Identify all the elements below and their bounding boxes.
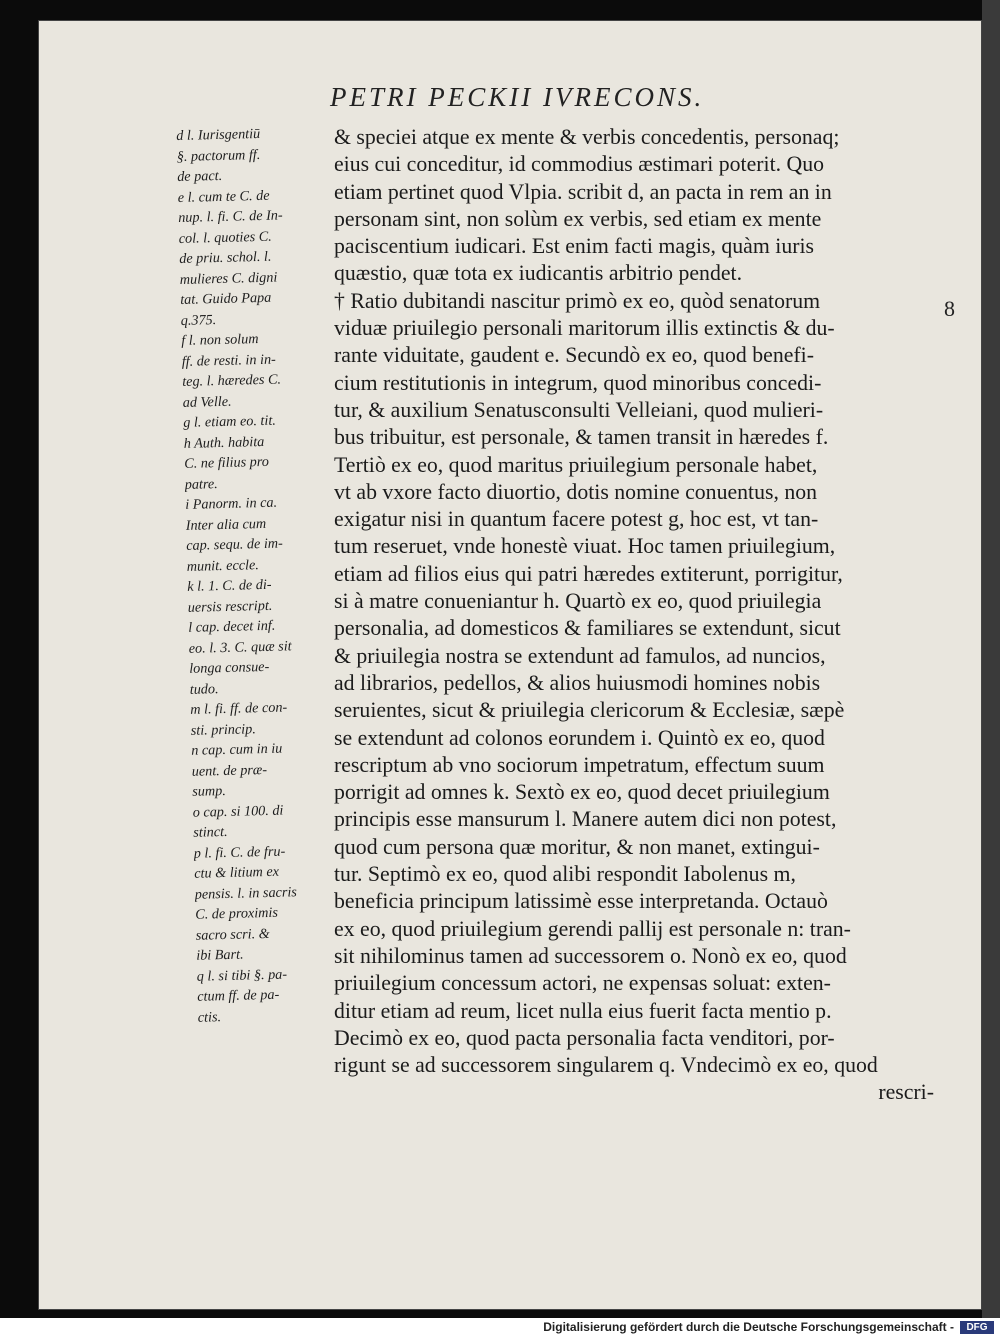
margin-note-line: munit. eccle. <box>186 556 260 575</box>
text-line: vt ab vxore facto diuortio, dotis nomine conuentus, non <box>334 479 818 504</box>
margin-note-line: mulieres C. digni <box>179 269 278 288</box>
text-line: bus tribuitur, est personale, & tamen transit in hæredes f. <box>334 425 829 450</box>
main-text <box>334 124 934 1107</box>
margin-note-line: ctum ff. de pa- <box>197 986 280 1005</box>
margin-note-line: teg. l. hæredes C. <box>182 371 282 390</box>
margin-note-line: uent. de præ- <box>191 761 268 780</box>
margin-note-line: l cap. decet inf. <box>188 617 276 636</box>
margin-note-line: longa consue- <box>189 658 270 677</box>
margin-note-line: nup. l. fi. C. de In- <box>178 207 283 226</box>
text-line: rescriptum ab vno sociorum impetratum, effectum suum <box>334 752 825 777</box>
margin-note-line: n cap. cum in iu <box>191 740 283 759</box>
margin-note-line: patre. <box>184 475 218 493</box>
text-line: & priuilegia nostra se extendunt ad famulos, ad nuncios, <box>334 643 826 668</box>
margin-note-line: sump. <box>192 782 226 800</box>
margin-note-line: e l. cum te C. de <box>177 187 270 206</box>
text-line: Tertiò ex eo, quod maritus priuilegium personale habet, <box>334 452 818 477</box>
text-line: exigatur nisi in quantum facere potest g, hoc est, vt tan- <box>334 507 819 532</box>
text-line: principis esse mansurum l. Manere autem dici non potest, <box>334 807 837 832</box>
section-number: 8 <box>944 296 955 321</box>
running-head: PETRI PECKII IVRECONS. <box>330 82 705 112</box>
text-line: rigunt se ad successorem singularem q. Vndecimò ex eo, quod <box>334 1053 878 1078</box>
margin-note-line: ctu & litium ex <box>194 863 280 882</box>
text-line: ditur etiam ad reum, licet nulla eius fuerit facta mentio p. <box>334 998 832 1023</box>
text-line: cium restitutionis in integrum, quod minoribus concedi- <box>334 370 822 395</box>
margin-note-line: Inter alia cum <box>185 515 267 534</box>
margin-note-line: q l. si tibi §. pa- <box>196 966 288 985</box>
margin-note-line: q.375. <box>180 311 217 329</box>
margin-note-line: de pact. <box>177 167 223 185</box>
text-line: † Ratio dubitandi nascitur primò ex eo, quòd senatorum <box>334 288 821 313</box>
text-line: etiam ad filios eius qui patri hæredes extiterunt, porrigitur, <box>334 561 843 586</box>
text-line: seruientes, sicut & priuilegia clericorum & Ecclesiæ, sæpè <box>334 698 845 723</box>
text-line: ad librarios, pedellos, & alios huiusmodi homines nobis <box>334 670 821 695</box>
text-line: quod cum persona quæ moritur, & non manet, extingui- <box>334 834 820 859</box>
text-line: rante viduitate, gaudent e. Secundò ex eo, quod benefi- <box>334 343 814 368</box>
margin-note-line: ibi Bart. <box>196 946 244 964</box>
text-line: tur, & auxilium Senatusconsulti Velleiani, quod mulieri- <box>334 397 824 422</box>
margin-note-line: o cap. si 100. di <box>192 802 284 821</box>
margin-note-line: sti. princip. <box>190 720 256 739</box>
margin-note-line: pensis. l. in sacris <box>194 883 298 903</box>
margin-note-line: §. pactorum ff. <box>176 146 261 165</box>
footer-credit: Digitalisierung gefördert durch die Deutsche Forschungsgemeinschaft - <box>543 1320 954 1334</box>
text-line: personalia, ad domesticos & familiares se extendunt, sicut <box>334 616 841 641</box>
text-line: eius cui conceditur, id commodius æstimari poterit. Quo <box>334 152 825 177</box>
book-edge <box>982 0 1000 1318</box>
text-line: viduæ priuilegio personali maritorum illis extinctis & du- <box>334 316 835 341</box>
margin-note-line: C. de proximis <box>195 904 279 923</box>
margin-note-line: i Panorm. in ca. <box>185 494 278 513</box>
text-line: quæstio, quæ tota ex iudicantis arbitrio pendet. <box>334 261 743 286</box>
margin-note-line: p l. fi. C. de fru- <box>193 843 286 862</box>
text-line: tur. Septimò ex eo, quod alibi respondit Iabolenus m, <box>334 862 796 887</box>
text-line: etiam pertinet quod Vlpia. scribit d, an pacta in rem an in <box>334 179 832 204</box>
text-line: rescri- <box>878 1080 934 1105</box>
margin-note-line: m l. fi. ff. de con- <box>190 699 288 718</box>
text-line: ex eo, quod priuilegium gerendi pallij est personale n: tran- <box>334 916 851 941</box>
margin-note-line: f l. non solum <box>181 331 259 349</box>
footer-bar <box>0 1318 1000 1338</box>
margin-note-line: eo. l. 3. C. quæ sit <box>188 637 292 657</box>
margin-note-line: sacro scri. & <box>195 925 270 944</box>
margin-note-line: stinct. <box>193 823 228 841</box>
margin-note-line: tudo. <box>189 680 219 698</box>
text-line: beneficia principum latissimè esse interpretanda. Octauò <box>334 889 828 914</box>
margin-note-line: h Auth. habita <box>183 433 265 452</box>
margin-note-line: d l. Iurisgentiū <box>176 125 261 144</box>
margin-note-line: ad Velle. <box>182 393 232 411</box>
text-line: personam sint, non solùm ex verbis, sed etiam ex mente <box>334 206 822 231</box>
margin-note-line: k l. 1. C. de di- <box>187 576 272 595</box>
margin-note-line: C. ne filius pro <box>184 453 270 472</box>
text-line: & speciei atque ex mente & verbis concedentis, personaq; <box>334 125 840 149</box>
margin-note-line: ff. de resti. in in- <box>181 351 276 370</box>
text-line: Decimò ex eo, quod pacta personalia facta venditori, por- <box>334 1025 835 1050</box>
text-line: porrigit ad omnes k. Sextò ex eo, quod decet priuilegium <box>334 780 830 805</box>
margin-note-line: cap. sequ. de im- <box>186 535 283 554</box>
margin-note-line: ctis. <box>197 1008 222 1026</box>
margin-note-line: de priu. schol. l. <box>179 248 272 267</box>
margin-note-line: g l. etiam eo. tit. <box>183 412 277 431</box>
text-line: paciscentium iudicari. Est enim facti magis, quàm iuris <box>334 234 815 259</box>
margin-note-line: col. l. quoties C. <box>178 228 272 247</box>
text-line: sit nihilominus tamen ad successorem o. Nonò ex eo, quod <box>334 943 847 968</box>
margin-note-line: tat. Guido Papa <box>180 289 272 308</box>
margin-note-line: uersis rescript. <box>187 597 273 616</box>
text-line: priuilegium concessum actori, ne expensas soluat: exten- <box>334 971 831 996</box>
dfg-logo: DFG <box>960 1321 994 1334</box>
text-line: se extendunt ad colonos eorundem i. Quintò ex eo, quod <box>334 725 825 750</box>
margin-notes <box>176 122 350 1027</box>
text-line: si à matre conueniantur h. Quartò ex eo, quod priuilegia <box>334 589 822 614</box>
text-line: tum reseruet, vnde honestè viuat. Hoc tamen priuilegium, <box>334 534 836 559</box>
